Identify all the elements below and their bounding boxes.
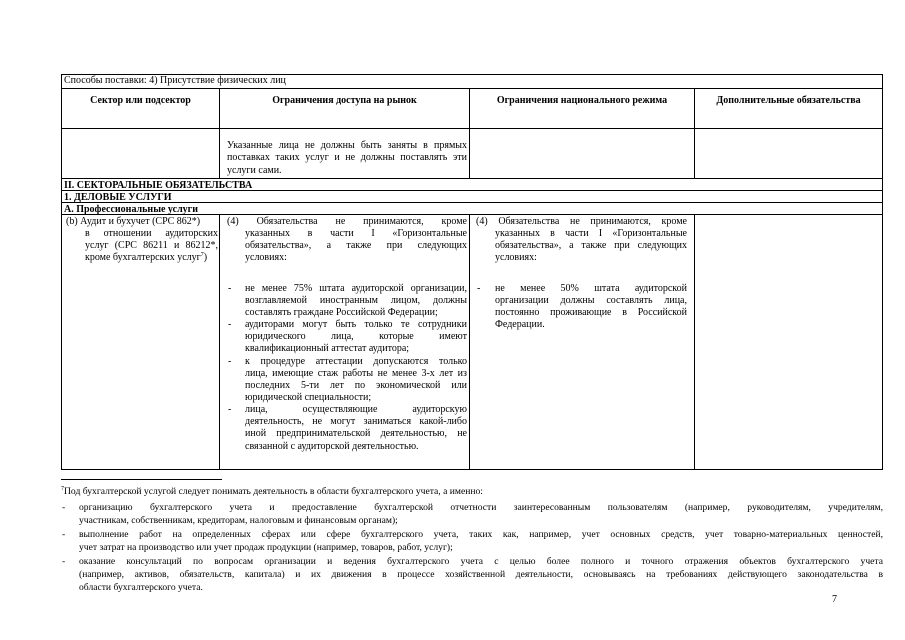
market-intro-line: условиях: [245,252,287,263]
row-divider [61,178,883,179]
national-intro-line: указанных в части I «Горизонтальные [495,228,687,239]
market-bullet-line: к процедуре аттестации допускаются только [245,356,467,367]
national-bullet-line: не менее 50% штата аудиторской [495,283,687,294]
market-bullet-line: последних 5-ти лет по экономической или [245,380,467,391]
bullet-dash: - [228,356,232,367]
row-divider [61,88,883,89]
market-intro-line: (4) Обязательства не принимаются, кроме [227,216,467,227]
national-intro-line: условиях: [495,252,537,263]
market-bullet-line: возглавляемой иностранным лицом, должны [245,295,467,306]
supply-mode-label: Способы поставки: 4) Присутствие физических лиц [64,75,286,86]
bullet-dash: - [228,319,232,330]
section-title-professional: А. Профессиональные услуги [64,204,198,215]
footnote-item-line: организацию бухгалтерского учета и предоставление бухгалтерской отчетности заинтересованным пользователям (например, руководителям, учредителям, [79,502,883,513]
bullet-dash: - [228,283,232,294]
row1-market-line: Указанные лица не должны быть заняты в прямых [227,140,467,151]
market-bullet-line: лица, имеющие стаж работы не менее 3-х лет из [245,368,467,379]
page-number: 7 [832,594,837,605]
national-intro-line: (4) Обязательства не принимаются, кроме [476,216,687,227]
bullet-dash: - [228,404,232,415]
footnote-number: 7 [61,486,64,492]
header-sector: Сектор или подсектор [90,95,191,106]
market-bullet-line: юридической специальности; [245,392,372,403]
row1-market-line: поставках таких услуг и не должны поставлять эти [227,152,467,163]
footnote-intro: $^7$Под бухгалтерской услугой следует понимать деятельность в области бухгалтерского учета, а именно: [61,486,483,497]
market-bullet-line: юридического лица, которые имеют [245,331,467,342]
footnote-dash: - [62,556,66,567]
market-intro-line: указанных в части I «Горизонтальные [245,228,467,239]
column-divider [694,214,695,470]
header-market-access: Ограничения доступа на рынок [272,95,417,106]
header-additional-commitments: Дополнительные обязательства [716,95,861,106]
footnote-separator [61,479,222,480]
column-divider [469,214,470,470]
footnote-item-line: участникам, собственникам, кредиторам, налоговым и финансовым органам); [79,515,398,526]
market-bullet-line: не менее 75% штата аудиторской организации, [245,283,467,294]
header-national-treatment: Ограничения национального режима [496,95,668,106]
row1-market-line: услуги сами. [227,165,282,176]
national-intro-line: обязательства», а также при следующих [495,240,687,251]
table-right-border [882,74,883,470]
market-bullet-line: аудиторами могут быть только те сотрудники [245,319,467,330]
row-divider [61,202,883,203]
footnote-ref: 7 [200,252,204,258]
table-left-border [61,74,62,470]
audit-sector-line: (b) Аудит и бухучет (CPC 862*) [66,216,201,227]
footnote-item-line: (например, активов, обязательств, капитала) и их движения в процессе хозяйственной деятельности, основываясь на требованиях действующего законодательства в [79,569,883,580]
section-title-business: 1. ДЕЛОВЫЕ УСЛУГИ [64,192,172,203]
audit-sector-line: в отношении аудиторских [85,228,218,239]
market-bullet-line: иной предпринимательской деятельностью, не [245,428,467,439]
market-bullet-line: лица, осуществляющие аудиторскую [245,404,467,415]
footnote-dash: - [62,529,66,540]
audit-sector-line: кроме бухгалтерских услуг$^7$) [85,252,208,263]
market-bullet-line: связанной с аудиторской деятельностью. [245,441,419,452]
bullet-dash: - [477,283,481,294]
column-divider [219,214,220,470]
footnote-item-line: учет затрат на производство или учет продаж продукции (например, товаров, работ, услуг); [79,542,453,553]
market-intro-line: обязательства», а также при следующих [245,240,467,251]
row-divider [61,128,883,129]
footnote-item-line: области бухгалтерского учета. [79,582,203,593]
national-bullet-line: организации должны составлять лица, [495,295,687,306]
footnote-item-line: оказание консультаций по вопросам организации и ведения бухгалтерского учета с целью более полного и точного отражения объектов бухгалтерского учета [79,556,883,567]
national-bullet-line: Федерации. [495,319,545,330]
national-bullet-line: постоянно проживающие в Российской [495,307,687,318]
audit-sector-line: услуг (CPC 86211 и 86212*, [85,240,218,251]
footnote-item-line: выполнение работ на определенных сферах или сфере бухгалтерского учета, таких как, например, учет основных средств, учет товарно-материальных ценностей, [79,529,883,540]
commitments-table [61,74,883,470]
market-bullet-line: квалификационный аттестат аудитора; [245,343,410,354]
table-bottom-border [61,469,883,470]
market-bullet-line: составлять граждане Российской Федерации; [245,307,438,318]
footnote-dash: - [62,502,66,513]
section-title-sectoral: II. СЕКТОРАЛЬНЫЕ ОБЯЗАТЕЛЬСТВА [64,180,253,191]
market-bullet-line: деятельность, не могут заниматься какой-либо [245,416,467,427]
